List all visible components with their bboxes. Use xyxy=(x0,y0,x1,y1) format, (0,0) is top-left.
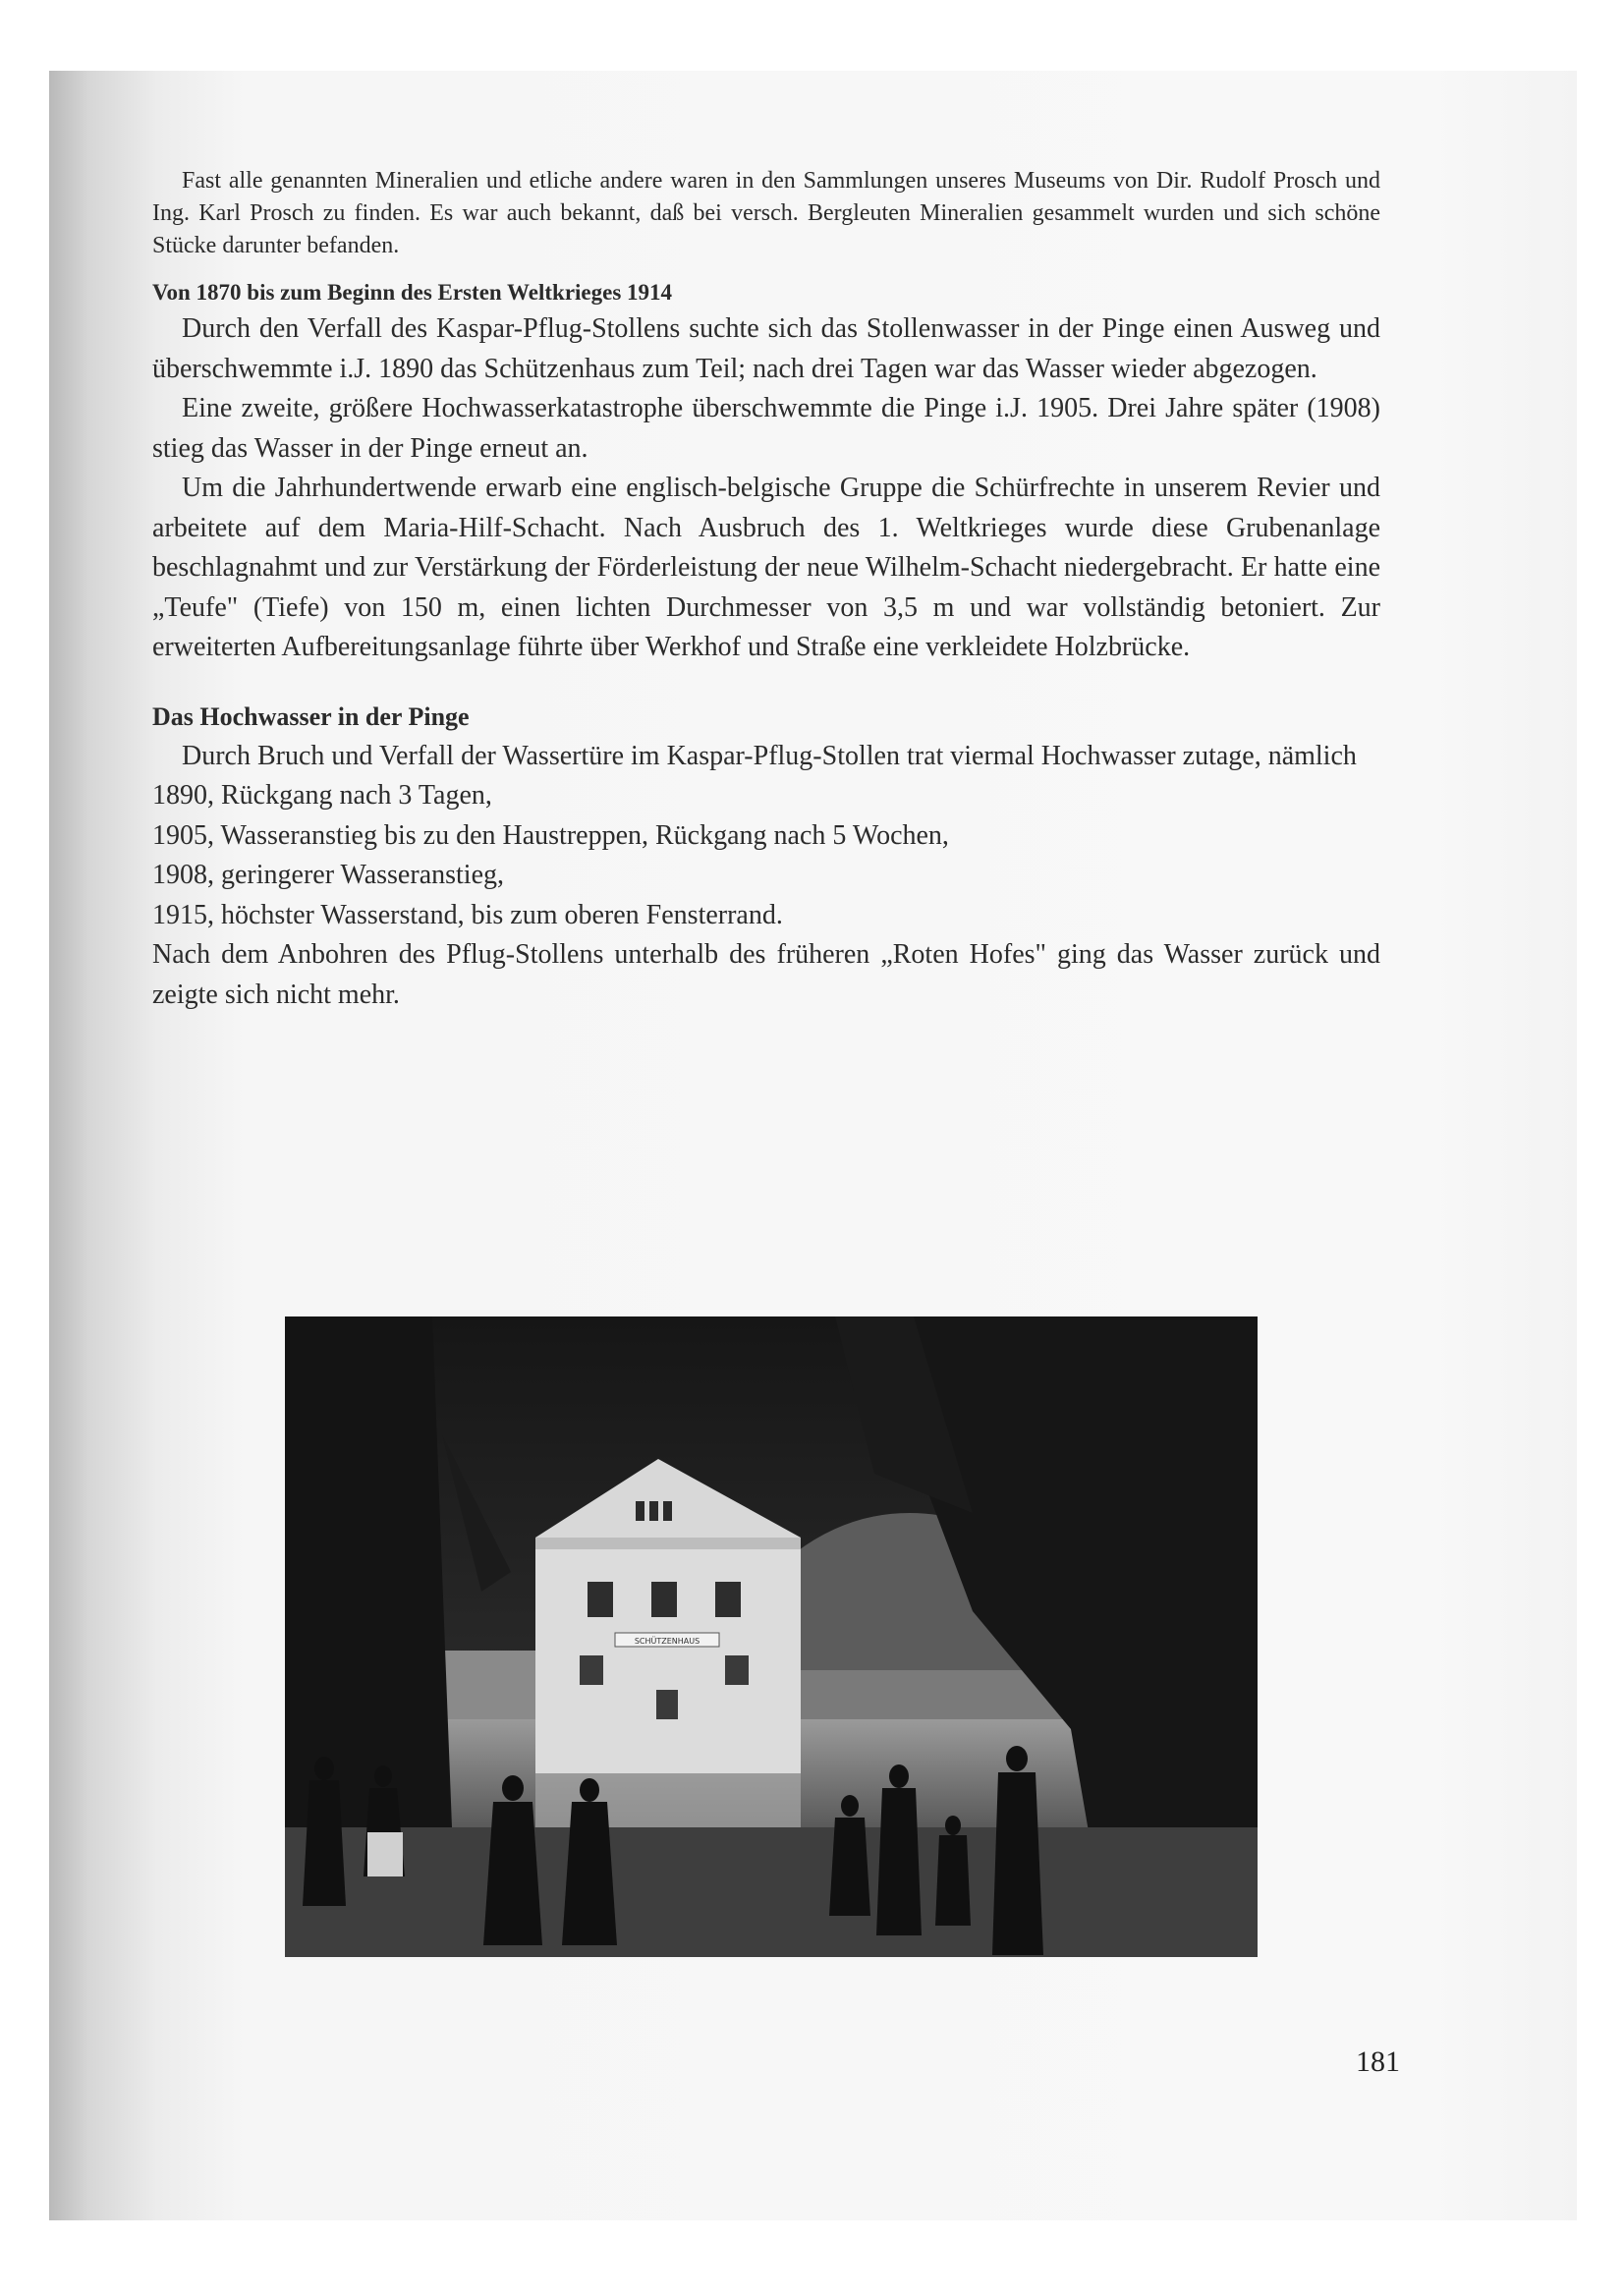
intro-paragraph: Fast alle genannten Mineralien und etliche andere waren in den Sammlungen unseres Museums von Dir. Rudolf Prosch und Ing. Karl Prosch zu finden. Es war auch bekannt, daß bei versch. Bergleuten Mineralien gesammelt wurden und sich schöne Stücke darunter befanden. xyxy=(152,168,1380,258)
section2-closing: Nach dem Anbohren des Pflug-Stollens unterhalb des früheren „Roten Hofes" ging das Wasser zurück und zeigte sich nicht mehr. xyxy=(152,939,1380,1010)
text-column xyxy=(152,165,1380,1015)
list-item: 1905, Wasseranstieg bis zu den Haustreppen, Rückgang nach 5 Wochen, xyxy=(152,819,949,851)
list-item: 1915, höchster Wasserstand, bis zum oberen Fensterrand. xyxy=(152,899,783,930)
list-item: 1890, Rückgang nach 3 Tagen, xyxy=(152,780,492,811)
flood-list xyxy=(152,776,1380,935)
section-heading-1870-1914: Von 1870 bis zum Beginn des Ersten Weltkrieges 1914 xyxy=(152,280,673,305)
section1-paragraph: Durch den Verfall des Kaspar-Pflug-Stollens suchte sich das Stollenwasser in der Pinge einen Ausweg und überschwemmte i.J. 1890 das Schützenhaus zum Teil; nach drei Tagen war das Wasser wieder abgezogen. xyxy=(152,313,1380,384)
building-sign: SCHÜTZENHAUS xyxy=(634,1637,700,1646)
list-item: 1908, geringerer Wasseranstieg, xyxy=(152,860,504,890)
section2-intro: Durch Bruch und Verfall der Wassertüre im Kaspar-Pflug-Stollen trat viermal Hochwasser zutage, nämlich xyxy=(182,740,1357,771)
section1-paragraph: Um die Jahrhundertwende erwarb eine englisch-belgische Gruppe die Schürfrechte in unserem Revier und arbeitete auf dem Maria-Hilf-Schacht. Nach Ausbruch des 1. Weltkrieges wurde diese Grubenanlage beschlagnahmt und zur Verstärkung der Förderleistung der neue Wilhelm-Schacht niedergebracht. Er hatte eine „Teufe" (Tiefe) von 150 m, einen lichten Durchmesser von 3,5 m und war vollständig betoniert. Zur erweiterten Aufbereitungsanlage führte über Werkhof und Straße eine verkleidete Holzbrücke. xyxy=(152,473,1380,662)
page-number: 181 xyxy=(1356,2045,1400,2078)
historical-flood-photo xyxy=(285,1316,1258,1957)
section-heading-hochwasser: Das Hochwasser in der Pinge xyxy=(152,701,470,731)
section1-paragraph: Eine zweite, größere Hochwasserkatastrophe überschwemmte die Pinge i.J. 1905. Drei Jahre später (1908) stieg das Wasser in der Pinge erneut an. xyxy=(152,393,1380,464)
